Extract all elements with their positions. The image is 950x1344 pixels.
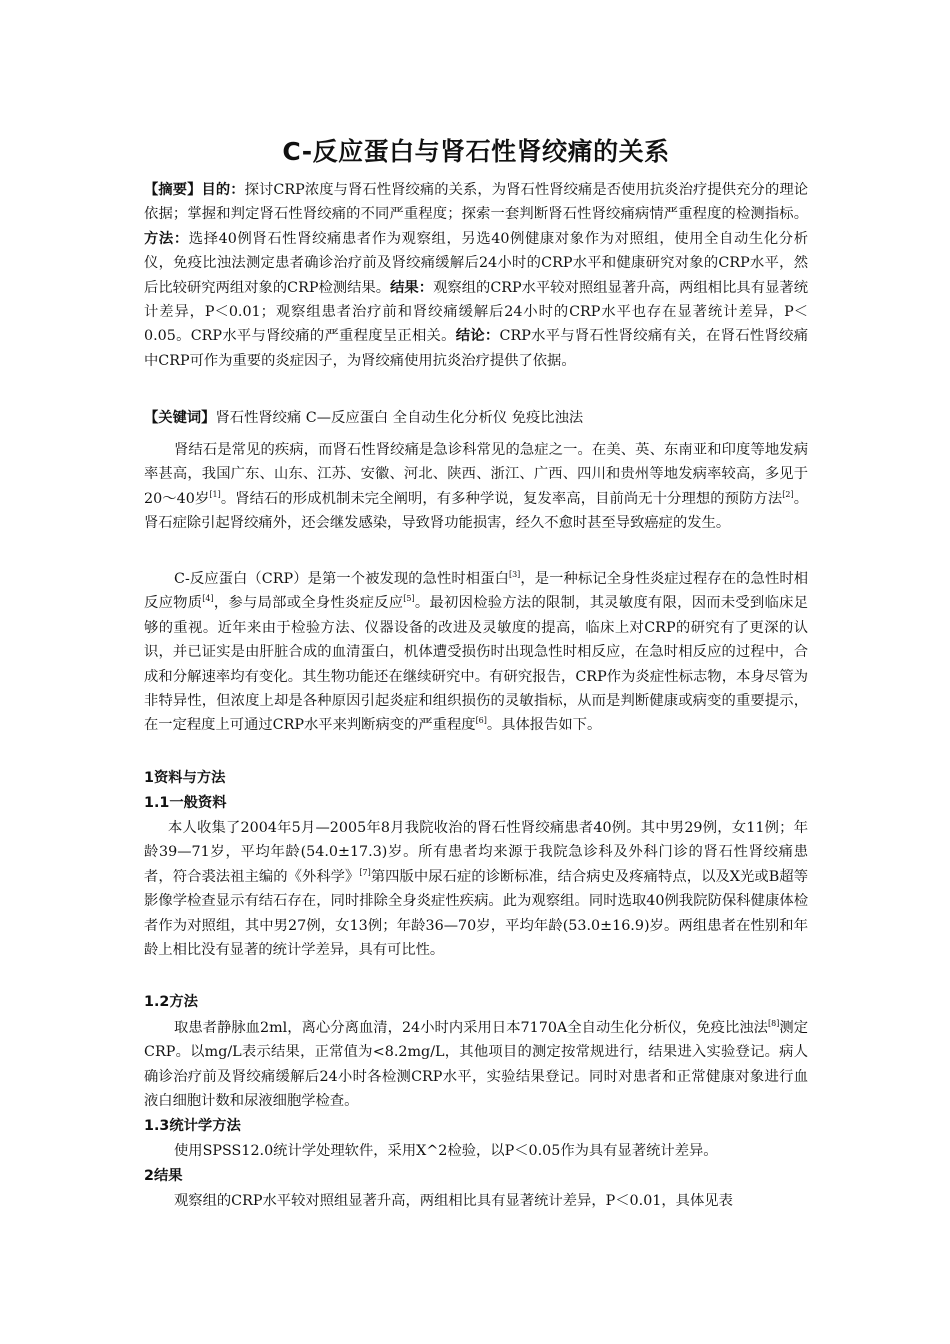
section-heading-1: 1资料与方法: [144, 770, 226, 786]
section-heading-1-3: 1.3统计学方法: [144, 1118, 241, 1134]
intro-paragraph-2: C-反应蛋白（CRP）是第一个被发现的急性时相蛋白[3]，是一种标记全身性炎症过程存在的急性时相反应物质[4]，参与局部或全身性炎症反应[5]。最初因检验方法的限制，其灵敏度有限，因而未受到临床足够的重视。近年来由于检验方法、仪器设备的改进及灵敏度的提高，临床上对CRP的研究有了更深的认识，并已证实是由肝脏合成的血清蛋白，机体遭受损伤时出现急性时相反应，在急时相反应的过程中，合成和分解速率均有变化。其生物功能还在继续研究中。有研究报告，CRP作为炎症性标志物，本身尽管为非特异性，但浓度上却是各种原因引起炎症和组织损伤的灵敏指标，从而是判断健康或病变的重要提示，在一定程度上可通过CRP水平来判断病变的严重程度[6]。具体报告如下。: [144, 570, 809, 734]
keywords-text: 肾石性肾绞痛 C—反应蛋白 全自动生化分析仪 免疫比浊法: [215, 410, 584, 426]
results-paragraph: 观察组的CRP水平较对照组显著升高，两组相比具有显著统计差异，P＜0.01，具体见表: [174, 1193, 733, 1209]
citation: [8]: [767, 1019, 780, 1028]
methods-text: 选择40例肾石性肾绞痛患者作为观察组，另选40例健康对象作为对照组，使用全自动生化分析仪，免疫比浊法测定患者确诊治疗前及肾绞痛缓解后24小时的CRP水平和健康研究对象的CRP水平，然后比较研究两组对象的CRP检测结果。: [144, 230, 809, 296]
objective-label: 目的：: [201, 182, 245, 198]
section-heading-1-1: 1.1一般资料: [144, 795, 227, 811]
abstract: [144, 178, 808, 373]
results-label: 结果：: [390, 279, 434, 296]
conclusion-label: 结论：: [455, 328, 500, 345]
keywords: [144, 406, 808, 430]
citation: [2]: [782, 489, 794, 499]
citation: [7]: [359, 867, 371, 877]
citation: [5]: [403, 594, 415, 604]
citation: [1]: [209, 489, 221, 499]
citation: [4]: [202, 594, 214, 604]
method-paragraph: 取患者静脉血2ml，离心分离血清，24小时内采用日本7170A全自动生化分析仪，免疫比浊法[8]测定CRP。以mg/L表示结果，正常值为<8.2mg/L，其他项目的测定按常规进行，结果进入实验登记。病人确诊治疗前及肾绞痛缓解后24小时各检测CRP水平，实验结果登记。同时对患者和正常健康对象进行血液白细胞计数和尿液细胞学检查。: [144, 1019, 808, 1110]
citation: [6]: [475, 716, 487, 726]
abstract-tag: 【摘要】: [144, 182, 202, 198]
section-heading-1-2: 1.2方法: [144, 994, 198, 1010]
general-data-paragraph: 本人收集了2004年5月—2005年8月我院收治的肾石性肾绞痛患者40例。其中男29例，女11例；年龄39—71岁，平均年龄(54.0±17.3)岁。所有患者均来源于我院急诊科及外科门诊的肾石性肾绞痛患者，符合裘法祖主编的《外科学》[7]第四版中尿石症的诊断标准，结合病史及疼痛特点，以及X光或B超等影像学检查显示有结石存在，同时排除全身炎症性疾病。此为观察组。同时选取40例我院防保科健康体检者作为对照组，其中男27例，女13例；年龄36—70岁，平均年龄(53.0±16.9)岁。两组患者在性别和年龄上相比没有显著的统计学差异，具有可比性。: [144, 820, 808, 959]
results-text: 观察组的CRP水平较对照组显著升高，两组相比具有显著统计差异，P＜0.01；观察组患者治疗前和肾绞痛缓解后24小时的CRP水平也存在显著统计差异，P＜0.05。CRP水平与肾绞痛的严重程度呈正相关。: [144, 279, 808, 345]
conclusion-text: CRP水平与肾石性肾绞痛有关，在肾石性肾绞痛中CRP可作为重要的炎症因子，为肾绞痛使用抗炎治疗提供了依据。: [144, 328, 808, 369]
objective-text: 探讨CRP浓度与肾石性肾绞痛的关系，为肾石性肾绞痛是否使用抗炎治疗提供充分的理论依据；掌握和判定肾石性肾绞痛的不同严重程度；探索一套判断肾石性肾绞痛病情严重程度的检测指标。: [144, 182, 808, 223]
methods-label: 方法：: [144, 230, 189, 247]
section-heading-2: 2结果: [144, 1168, 183, 1184]
keywords-tag: 【关键词】: [144, 410, 216, 426]
intro-paragraph-1: 肾结石是常见的疾病，而肾石性肾绞痛是急诊科常见的急症之一。在美、英、东南亚和印度等地发病率甚高，我国广东、山东、江苏、安徽、河北、陕西、浙江、广西、四川和贵州等地发病率较高，多见于20～40岁[1]。肾结石的形成机制未完全阐明，有多种学说，复发率高，目前尚无十分理想的预防方法[2]。肾石症除引起肾绞痛外，还会继发感染，导致肾功能损害，经久不愈时甚至导致癌症的发生。: [144, 442, 809, 532]
statistics-paragraph: 使用SPSS12.0统计学处理软件，采用X^2检验，以P＜0.05作为具有显著统计差异。: [174, 1143, 718, 1159]
paper-title: C-反应蛋白与肾石性肾绞痛的关系: [282, 137, 670, 166]
citation: [3]: [508, 570, 521, 579]
